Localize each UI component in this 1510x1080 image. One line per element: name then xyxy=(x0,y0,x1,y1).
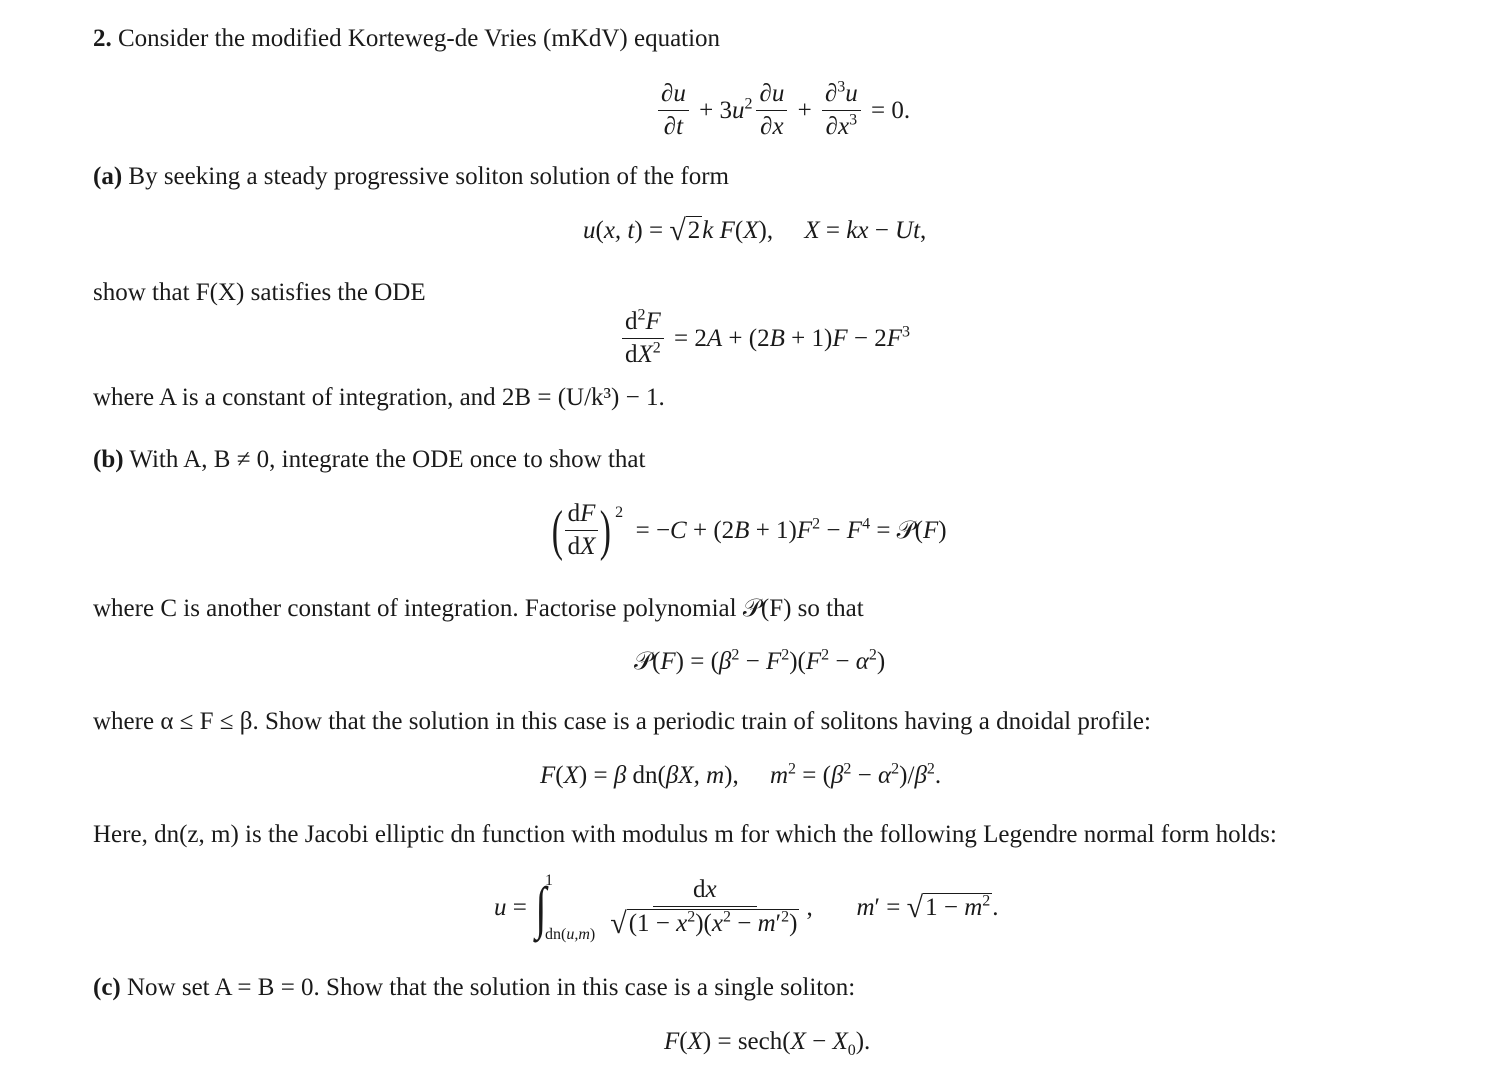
part-c-text1: Now set A = B = 0. Show that the solution in this case is a single soliton: xyxy=(127,974,856,1001)
soliton-ansatz-equation: u (x, t) = √ 2 k F (X), X = kx − Ut , xyxy=(583,214,927,247)
part-a-label: (a) xyxy=(93,163,123,190)
part-b-text3: where α ≤ F ≤ β. Show that the solution in this case is a periodic train of solitons having a dnoidal profile: xyxy=(93,708,1151,735)
problem-number: 2. xyxy=(93,25,112,52)
mkdv-equation: $\frac{\partial u}{\partial t}$ + $3u^2$ $\frac{\partial u}{\partial x}$ + $\frac{\partial^3u}{\partial x^3}$ = 0. xyxy=(654,80,910,141)
single-soliton-equation: $F(X) = \sec h(X - X_0)$. xyxy=(664,1028,871,1059)
part-a-text1: By seeking a steady progressive soliton solution of the form xyxy=(128,163,730,190)
problem-intro: Consider the modified Korteweg-de Vries (mKdV) equation xyxy=(118,25,721,52)
first-integral-equation: ( $\frac{dF}{dX}$ ) $^2$ = $-C + (2B + 1)F^2 - F^4$ = 𝒫(F) xyxy=(551,499,947,562)
part-b-text2: where C is another constant of integration. Factorise polynomial 𝒫(F) so that xyxy=(93,595,864,622)
part-c-label: (c) xyxy=(93,974,121,1001)
part-b-text4: Here, dn(z, m) is the Jacobi elliptic dn function with modulus m for which the following Legendre normal form holds: xyxy=(93,821,1277,848)
part-b-label: (b) xyxy=(93,446,124,473)
part-a-intro xyxy=(93,162,729,192)
ode-equation: $\frac{d^2F}{dX^2}$ = $2A + (2B + 1)F - 2F^3$ xyxy=(618,308,910,369)
part-b-intro xyxy=(93,445,645,475)
part-a-text2: show that F(X) satisfies the ODE xyxy=(93,279,426,306)
part-b-text1: With A, B ≠ 0, integrate the ODE once to show that xyxy=(129,446,646,473)
dnoidal-solution-equation: F(X) = β dn(βX, m), $m^2 = (\beta^2 - \alpha^2)/\beta^2$. xyxy=(540,760,942,789)
part-c-intro xyxy=(93,973,855,1003)
part-a-text3: where A is a constant of integration, and 2B = (U/k³) − 1. xyxy=(93,384,665,411)
legendre-integral-equation: u = ∫ 1 dn(u,m) dx √ $(1 - x^2)(x^2 - m'^2)$ , m′ = √ $1 - m^2$ . xyxy=(494,872,999,943)
problem-heading xyxy=(93,24,720,54)
factorised-polynomial-equation: 𝒫(F) = $(\beta^2 - F^2)(F^2 - \alpha^2)$ xyxy=(634,646,886,675)
